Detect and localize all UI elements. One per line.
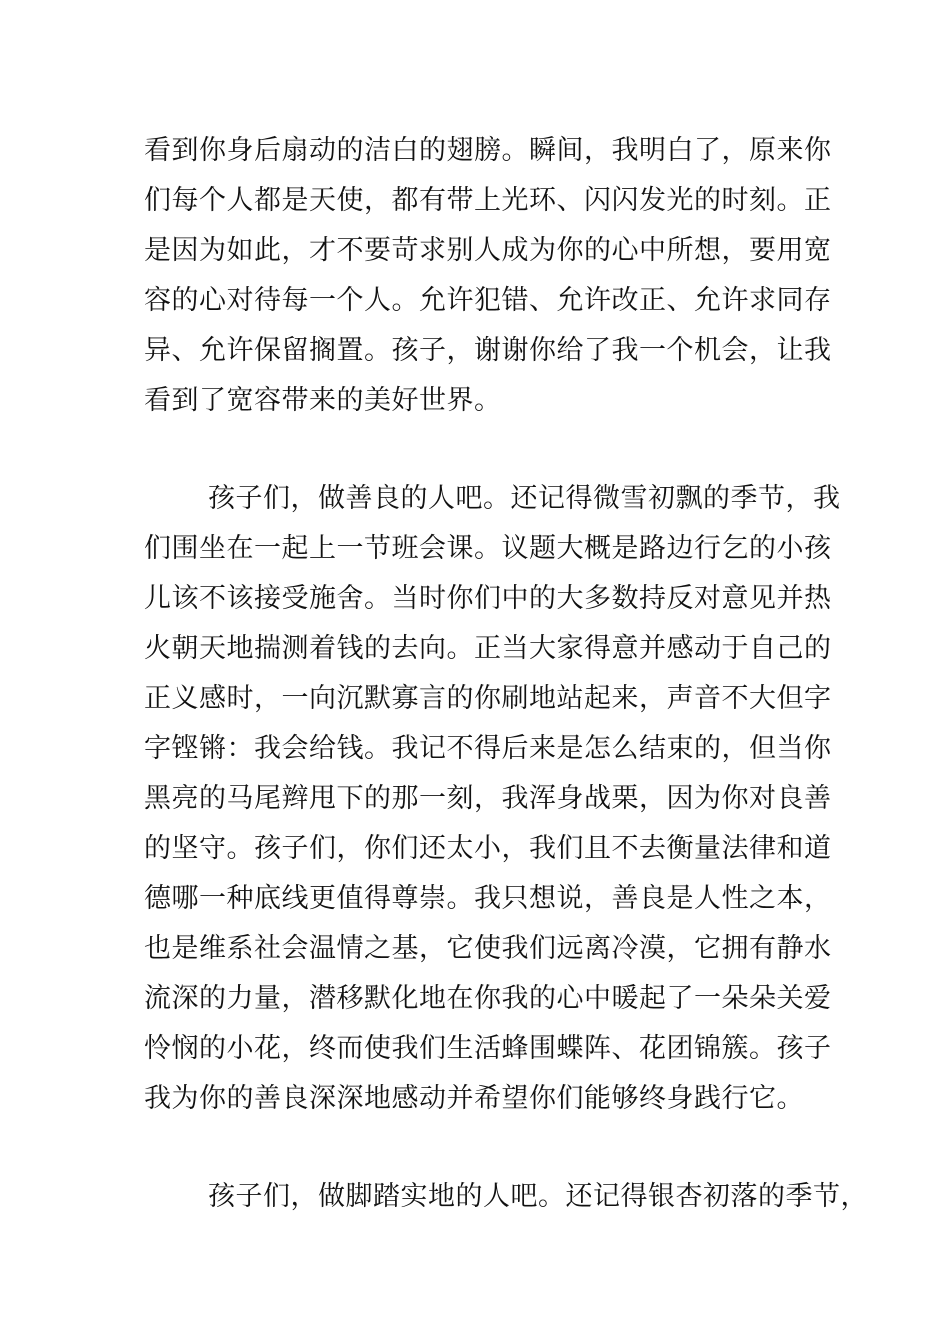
paragraph-1-line-3: 是因为如此，才不要苛求别人成为你的心中所想，要用宽 bbox=[144, 235, 832, 266]
paragraph-2-line-2: 们围坐在一起上一节班会课。议题大概是路边行乞的小孩 bbox=[144, 533, 832, 564]
paragraph-2-line-5: 正义感时，一向沉默寡言的你刷地站起来，声音不大但字 bbox=[144, 683, 832, 714]
paragraph-2-line-7: 黑亮的马尾辫甩下的那一刻，我浑身战栗，因为你对良善 bbox=[144, 783, 832, 814]
paragraph-2-line-3: 儿该不该接受施舍。当时你们中的大多数持反对意见并热 bbox=[144, 583, 832, 614]
paragraph-2-line-11: 流深的力量，潜移默化地在你我的心中暖起了一朵朵关爱 bbox=[144, 983, 832, 1014]
paragraph-2-line-6: 字铿锵：我会给钱。我记不得后来是怎么结束的，但当你 bbox=[144, 733, 832, 764]
paragraph-1-line-5: 异、允许保留搁置。孩子，谢谢你给了我一个机会，让我 bbox=[144, 335, 832, 366]
paragraph-2-line-12: 怜悯的小花，终而使我们生活蜂围蝶阵、花团锦簇。孩子 bbox=[144, 1033, 832, 1064]
paragraph-2-line-13: 我为你的善良深深地感动并希望你们能够终身践行它。 bbox=[144, 1083, 804, 1114]
paragraph-2-line-9: 德哪一种底线更值得尊崇。我只想说，善良是人性之本， bbox=[144, 883, 832, 914]
paragraph-2-line-8: 的坚守。孩子们，你们还太小，我们且不去衡量法律和道 bbox=[144, 833, 832, 864]
paragraph-1-line-2: 们每个人都是天使，都有带上光环、闪闪发光的时刻。正 bbox=[144, 185, 832, 216]
paragraph-3-line-1: 孩子们，做脚踏实地的人吧。还记得银杏初落的季节， bbox=[208, 1181, 868, 1212]
paragraph-1-line-1: 看到你身后扇动的洁白的翅膀。瞬间，我明白了，原来你 bbox=[144, 135, 832, 166]
paragraph-1-line-6: 看到了宽容带来的美好世界。 bbox=[144, 385, 502, 416]
paragraph-1-line-4: 容的心对待每一个人。允许犯错、允许改正、允许求同存 bbox=[144, 285, 832, 316]
paragraph-2-line-1: 孩子们，做善良的人吧。还记得微雪初飘的季节，我 bbox=[208, 483, 841, 514]
paragraph-2-line-4: 火朝天地揣测着钱的去向。正当大家得意并感动于自己的 bbox=[144, 633, 832, 664]
paragraph-2-line-10: 也是维系社会温情之基，它使我们远离冷漠，它拥有静水 bbox=[144, 933, 832, 964]
